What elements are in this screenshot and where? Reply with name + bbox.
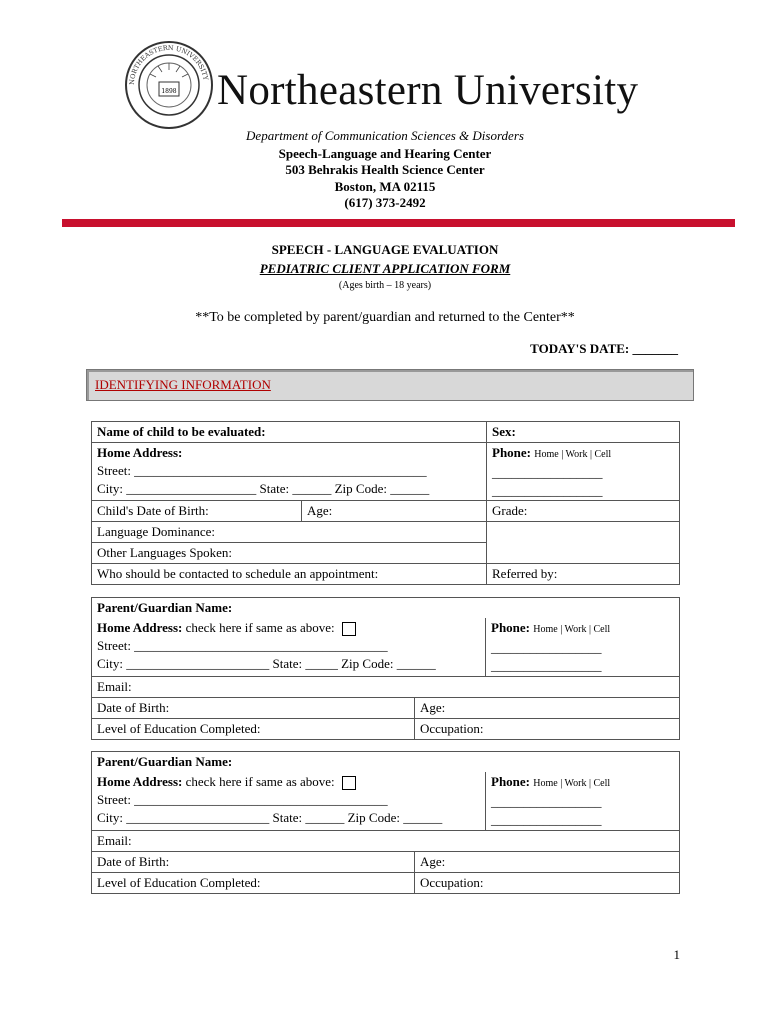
phone-line-1[interactable]: _________________ [492, 465, 603, 480]
child-info-table [91, 421, 680, 585]
parent1-same-address-label: check here if same as above: [185, 620, 335, 635]
parent1-phone-line-1[interactable]: _________________ [491, 640, 602, 655]
address-line-1: 503 Behrakis Health Science Center [285, 162, 485, 177]
parent2-education-field[interactable]: Level of Education Completed: [92, 873, 415, 894]
phone-line-2[interactable]: _________________ [492, 483, 603, 498]
parent1-phone-line-2[interactable]: _________________ [491, 658, 602, 673]
phone-options: Home | Work | Cell [534, 449, 612, 460]
university-seal-logo [124, 40, 214, 130]
parent2-phone-options: Home | Work | Cell [533, 778, 611, 789]
child-name-field[interactable]: Name of child to be evaluated: [92, 422, 487, 443]
parent1-education-field[interactable]: Level of Education Completed: [92, 719, 415, 740]
parent1-same-address-checkbox[interactable] [342, 622, 356, 636]
parent1-name-field[interactable]: Parent/Guardian Name: [92, 598, 680, 619]
parent1-phone-label: Phone: [491, 620, 530, 635]
home-address-label: Home Address: [97, 445, 183, 460]
svg-text:1898: 1898 [161, 88, 177, 95]
parent2-same-address-label: check here if same as above: [185, 774, 335, 789]
department-name: Department of Communication Sciences & Disorders [246, 128, 524, 143]
section-header [86, 369, 694, 401]
city-state-zip-field[interactable]: City: ____________________ State: ______ Zip Code: ______ [97, 481, 430, 496]
parent1-city-state-zip-field[interactable]: City: ______________________ State: _____ Zip Code: ______ [97, 656, 436, 671]
sex-field[interactable]: Sex: [487, 422, 680, 443]
street-field[interactable]: Street: _____________________________________________ [97, 463, 427, 478]
parent1-email-field[interactable]: Email: [92, 677, 680, 698]
form-title: SPEECH - LANGUAGE EVALUATION [271, 242, 499, 257]
age-range: (Ages birth – 18 years) [338, 280, 432, 291]
form-subtitle: PEDIATRIC CLIENT APPLICATION FORM [259, 261, 511, 276]
center-phone: (617) 373-2492 [344, 195, 426, 210]
phone-label: Phone: [492, 445, 531, 460]
parent2-street-field[interactable]: Street: _______________________________________ [97, 792, 388, 807]
parent1-dob-field[interactable]: Date of Birth: [92, 698, 415, 719]
parent1-phone-options: Home | Work | Cell [533, 624, 611, 635]
red-divider [62, 219, 735, 227]
parent1-age-field[interactable]: Age: [415, 698, 680, 719]
parent2-city-state-zip-field[interactable]: City: ______________________ State: ______ Zip Code: ______ [97, 810, 443, 825]
grade-field[interactable]: Grade: [487, 501, 680, 522]
parent1-street-field[interactable]: Street: _______________________________________ [97, 638, 388, 653]
parent1-home-address-label: Home Address: [97, 620, 183, 635]
parent2-name-field[interactable]: Parent/Guardian Name: [92, 752, 680, 773]
contact-person-field[interactable]: Who should be contacted to schedule an appointment: [92, 564, 487, 585]
parent2-same-address-checkbox[interactable] [342, 776, 356, 790]
university-name: Northeastern University [217, 67, 639, 114]
parent2-email-field[interactable]: Email: [92, 831, 680, 852]
svg-text:NORTHEASTERN UNIVERSITY: NORTHEASTERN UNIVERSITY [127, 43, 210, 86]
parent2-phone-line-2[interactable]: _________________ [491, 812, 602, 827]
center-name: Speech-Language and Hearing Center [278, 146, 492, 161]
child-dob-field[interactable]: Child's Date of Birth: [92, 501, 302, 522]
section-title: IDENTIFYING INFORMATION [95, 377, 271, 392]
parent2-age-field[interactable]: Age: [415, 852, 680, 873]
parent2-dob-field[interactable]: Date of Birth: [92, 852, 415, 873]
address-line-2: Boston, MA 02115 [334, 179, 436, 194]
other-languages-field[interactable]: Other Languages Spoken: [92, 543, 487, 564]
parent1-occupation-field[interactable]: Occupation: [415, 719, 680, 740]
parent2-phone-line-1[interactable]: _________________ [491, 794, 602, 809]
referred-by-field[interactable]: Referred by: [487, 564, 680, 585]
child-age-field[interactable]: Age: [302, 501, 487, 522]
instructions: **To be completed by parent/guardian and returned to the Center** [195, 310, 575, 325]
todays-date-field[interactable]: TODAY'S DATE: _______ [530, 341, 678, 356]
parent2-table [91, 751, 680, 894]
parent2-phone-label: Phone: [491, 774, 530, 789]
parent1-table [91, 597, 680, 740]
parent2-occupation-field[interactable]: Occupation: [415, 873, 680, 894]
parent2-home-address-label: Home Address: [97, 774, 183, 789]
page-number: 1 [673, 947, 680, 962]
language-dominance-field[interactable]: Language Dominance: [92, 522, 487, 543]
